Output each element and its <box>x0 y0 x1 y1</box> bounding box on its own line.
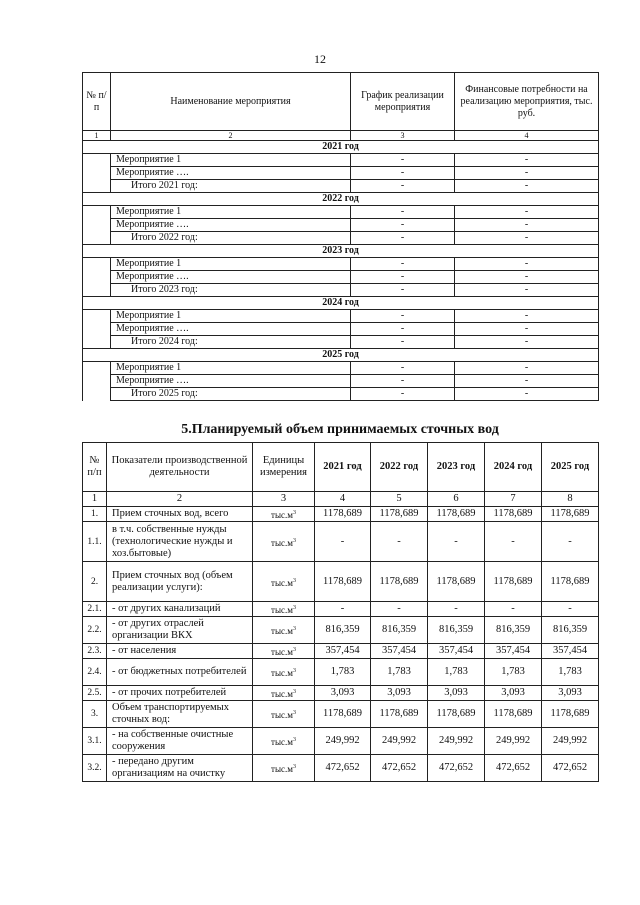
event-name: Мероприятие 1 <box>111 310 351 323</box>
unit-exponent: 3 <box>292 710 296 716</box>
schedule-cell: - <box>351 284 455 297</box>
table-row <box>83 602 599 617</box>
table-row <box>83 659 599 686</box>
index-cell <box>83 219 111 232</box>
total-row <box>83 284 599 297</box>
row-index: 3.1. <box>83 728 107 755</box>
table-row <box>83 686 599 701</box>
value-cell: 472,652 <box>428 755 485 782</box>
header-year-cell: 2025 год <box>542 443 599 492</box>
index-cell <box>83 336 111 349</box>
index-cell <box>83 271 111 284</box>
value-cell: 249,992 <box>542 728 599 755</box>
event-row <box>83 323 599 336</box>
unit-exponent: 3 <box>292 668 296 674</box>
column-number: 4 <box>455 131 599 141</box>
finance-cell: - <box>455 167 599 180</box>
indicator-label: - передано другим организациям на очистку <box>107 755 253 782</box>
event-row <box>83 154 599 167</box>
value-cell: 1178,689 <box>371 562 428 602</box>
index-cell <box>83 323 111 336</box>
schedule-cell: - <box>351 388 455 401</box>
year-row <box>83 245 599 258</box>
finance-cell: - <box>455 375 599 388</box>
value-cell: 1,783 <box>542 659 599 686</box>
value-cell: - <box>485 522 542 562</box>
value-cell: 3,093 <box>315 686 371 701</box>
value-cell: 1,783 <box>428 659 485 686</box>
indicator-label: в т.ч. собственные нужды (технологические нужды и хоз.бытовые) <box>107 522 253 562</box>
unit-base: тыс.м <box>271 510 293 520</box>
schedule-cell: - <box>351 310 455 323</box>
year-label: 2024 год <box>83 297 599 310</box>
value-cell: 1,783 <box>371 659 428 686</box>
value-cell: 472,652 <box>371 755 428 782</box>
event-row <box>83 258 599 271</box>
unit-base: тыс.м <box>271 764 293 774</box>
value-cell: 3,093 <box>542 686 599 701</box>
finance-cell: - <box>455 284 599 297</box>
finance-cell: - <box>455 206 599 219</box>
index-cell <box>83 258 111 271</box>
value-cell: 1,783 <box>315 659 371 686</box>
wastewater-volume-table <box>82 442 599 782</box>
table-row <box>83 507 599 522</box>
event-row <box>83 310 599 323</box>
unit-base: тыс.м <box>271 626 293 636</box>
event-name: Мероприятие …. <box>111 219 351 232</box>
finance-cell: - <box>455 362 599 375</box>
finance-cell: - <box>455 232 599 245</box>
event-name: Мероприятие …. <box>111 323 351 336</box>
value-cell: 1178,689 <box>542 562 599 602</box>
value-cell: - <box>542 522 599 562</box>
event-name: Мероприятие 1 <box>111 258 351 271</box>
wastewater-table-body <box>83 443 599 782</box>
finance-cell: - <box>455 323 599 336</box>
column-number: 7 <box>485 492 542 507</box>
unit-exponent: 3 <box>292 577 296 584</box>
header-year-cell: 2021 год <box>315 443 371 492</box>
indicator-label: Объем транспортируемых сточных вод: <box>107 701 253 728</box>
schedule-cell: - <box>351 180 455 193</box>
indicator-label: - на собственные очистные сооружения <box>107 728 253 755</box>
value-cell: - <box>315 602 371 617</box>
total-row <box>83 180 599 193</box>
event-name: Мероприятие 1 <box>111 206 351 219</box>
index-cell <box>83 154 111 167</box>
unit-base: тыс.м <box>271 537 293 548</box>
value-cell: 1178,689 <box>485 507 542 522</box>
header-cell: Наименование мероприятия <box>111 73 351 131</box>
unit-exponent: 3 <box>292 647 296 653</box>
value-cell: 357,454 <box>428 644 485 659</box>
value-cell: 3,093 <box>485 686 542 701</box>
value-cell: 1178,689 <box>371 701 428 728</box>
column-number: 2 <box>111 131 351 141</box>
unit-cell <box>253 617 315 644</box>
table-row <box>83 522 599 562</box>
unit-cell <box>253 507 315 522</box>
header-cell: Показатели производственной деятельности <box>107 443 253 492</box>
schedule-cell: - <box>351 219 455 232</box>
value-cell: - <box>428 602 485 617</box>
value-cell: 816,359 <box>371 617 428 644</box>
total-row <box>83 232 599 245</box>
event-name: Мероприятие …. <box>111 375 351 388</box>
value-cell: - <box>371 602 428 617</box>
unit-base: тыс.м <box>271 605 293 615</box>
schedule-cell: - <box>351 375 455 388</box>
year-label: 2022 год <box>83 193 599 206</box>
value-cell: 1178,689 <box>315 562 371 602</box>
events-table <box>82 72 599 401</box>
value-cell: 816,359 <box>542 617 599 644</box>
value-cell: 249,992 <box>428 728 485 755</box>
value-cell: 3,093 <box>428 686 485 701</box>
event-name: Итого 2021 год: <box>111 180 351 193</box>
event-name: Мероприятие …. <box>111 271 351 284</box>
column-number: 5 <box>371 492 428 507</box>
wastewater-table-header <box>83 443 599 492</box>
index-cell <box>83 180 111 193</box>
index-cell <box>83 232 111 245</box>
indicator-label: - от прочих потребителей <box>107 686 253 701</box>
events-table-body <box>83 73 599 401</box>
value-cell: 357,454 <box>371 644 428 659</box>
index-cell <box>83 362 111 375</box>
value-cell: - <box>371 522 428 562</box>
event-name: Итого 2025 год: <box>111 388 351 401</box>
schedule-cell: - <box>351 232 455 245</box>
year-row <box>83 349 599 362</box>
finance-cell: - <box>455 388 599 401</box>
header-cell: График реализации мероприятия <box>351 73 455 131</box>
table-row <box>83 755 599 782</box>
event-row <box>83 219 599 232</box>
schedule-cell: - <box>351 258 455 271</box>
value-cell: 1178,689 <box>428 507 485 522</box>
column-number: 4 <box>315 492 371 507</box>
value-cell: 472,652 <box>542 755 599 782</box>
index-cell <box>83 310 111 323</box>
value-cell: 249,992 <box>371 728 428 755</box>
event-row <box>83 206 599 219</box>
schedule-cell: - <box>351 323 455 336</box>
row-index: 2.2. <box>83 617 107 644</box>
unit-base: тыс.м <box>271 689 293 699</box>
unit-exponent: 3 <box>292 689 296 695</box>
year-row <box>83 297 599 310</box>
finance-cell: - <box>455 310 599 323</box>
event-name: Мероприятие 1 <box>111 154 351 167</box>
unit-cell <box>253 562 315 602</box>
value-cell: - <box>485 602 542 617</box>
indicator-label: Прием сточных вод, всего <box>107 507 253 522</box>
event-row <box>83 375 599 388</box>
event-row <box>83 271 599 284</box>
table-row <box>83 644 599 659</box>
value-cell: 816,359 <box>485 617 542 644</box>
indicator-label: - от других отраслей организации ВКХ <box>107 617 253 644</box>
unit-base: тыс.м <box>271 737 293 747</box>
index-cell <box>83 167 111 180</box>
value-cell: 1178,689 <box>315 701 371 728</box>
value-cell: 1178,689 <box>428 701 485 728</box>
value-cell: 357,454 <box>485 644 542 659</box>
header-year-cell: 2022 год <box>371 443 428 492</box>
value-cell: 357,454 <box>315 644 371 659</box>
column-number: 1 <box>83 492 107 507</box>
table-row <box>83 562 599 602</box>
row-index: 2. <box>83 562 107 602</box>
value-cell: - <box>315 522 371 562</box>
value-cell: - <box>428 522 485 562</box>
total-row <box>83 388 599 401</box>
header-cell: Финансовые потребности на реализацию мероприятия, тыс. руб. <box>455 73 599 131</box>
unit-base: тыс.м <box>271 668 293 678</box>
events-table-header <box>83 73 599 131</box>
unit-cell <box>253 728 315 755</box>
unit-cell <box>253 644 315 659</box>
row-index: 2.4. <box>83 659 107 686</box>
unit-base: тыс.м <box>271 647 293 657</box>
unit-cell <box>253 522 315 562</box>
header-cell: № п/п <box>83 73 111 131</box>
value-cell: 1178,689 <box>315 507 371 522</box>
value-cell: 1178,689 <box>485 701 542 728</box>
year-label: 2025 год <box>83 349 599 362</box>
value-cell: 357,454 <box>542 644 599 659</box>
row-index: 1. <box>83 507 107 522</box>
event-row <box>83 362 599 375</box>
value-cell: 1178,689 <box>542 507 599 522</box>
value-cell: 1178,689 <box>542 701 599 728</box>
event-name: Итого 2024 год: <box>111 336 351 349</box>
index-cell <box>83 284 111 297</box>
event-name: Итого 2023 год: <box>111 284 351 297</box>
event-row <box>83 167 599 180</box>
column-numbers-row <box>83 492 599 507</box>
unit-exponent: 3 <box>292 764 296 770</box>
schedule-cell: - <box>351 167 455 180</box>
value-cell: 249,992 <box>315 728 371 755</box>
finance-cell: - <box>455 336 599 349</box>
indicator-label: - от других канализаций <box>107 602 253 617</box>
value-cell: 1178,689 <box>428 562 485 602</box>
unit-base: тыс.м <box>271 710 293 720</box>
year-row <box>83 193 599 206</box>
value-cell: 816,359 <box>428 617 485 644</box>
section-title: 5.Планируемый объем принимаемых сточных вод <box>181 422 499 437</box>
year-label: 2023 год <box>83 245 599 258</box>
value-cell: 1178,689 <box>371 507 428 522</box>
value-cell: 1,783 <box>485 659 542 686</box>
value-cell: - <box>542 602 599 617</box>
value-cell: 3,093 <box>371 686 428 701</box>
column-number: 1 <box>83 131 111 141</box>
row-index: 1.1. <box>83 522 107 562</box>
index-cell <box>83 206 111 219</box>
column-number: 8 <box>542 492 599 507</box>
year-row <box>83 141 599 154</box>
table-row <box>83 728 599 755</box>
unit-exponent: 3 <box>292 737 296 743</box>
index-cell <box>83 375 111 388</box>
unit-cell <box>253 755 315 782</box>
finance-cell: - <box>455 258 599 271</box>
row-index: 3.2. <box>83 755 107 782</box>
unit-cell <box>253 701 315 728</box>
value-cell: 816,359 <box>315 617 371 644</box>
unit-exponent: 3 <box>292 605 296 611</box>
finance-cell: - <box>455 180 599 193</box>
finance-cell: - <box>455 271 599 284</box>
indicator-label: - от населения <box>107 644 253 659</box>
schedule-cell: - <box>351 206 455 219</box>
value-cell: 249,992 <box>485 728 542 755</box>
schedule-cell: - <box>351 336 455 349</box>
header-year-cell: 2023 год <box>428 443 485 492</box>
finance-cell: - <box>455 154 599 167</box>
event-name: Итого 2022 год: <box>111 232 351 245</box>
unit-base: тыс.м <box>271 577 293 588</box>
header-year-cell: 2024 год <box>485 443 542 492</box>
column-numbers-row <box>83 131 599 141</box>
header-cell: Единицы измерения <box>253 443 315 492</box>
unit-exponent: 3 <box>292 537 296 544</box>
event-name: Мероприятие …. <box>111 167 351 180</box>
row-index: 3. <box>83 701 107 728</box>
indicator-label: - от бюджетных потребителей <box>107 659 253 686</box>
table-row <box>83 701 599 728</box>
value-cell: 472,652 <box>315 755 371 782</box>
header-cell: № п/п <box>83 443 107 492</box>
row-index: 2.5. <box>83 686 107 701</box>
unit-exponent: 3 <box>292 510 296 516</box>
year-label: 2021 год <box>83 141 599 154</box>
unit-cell <box>253 602 315 617</box>
schedule-cell: - <box>351 271 455 284</box>
table-row <box>83 617 599 644</box>
indicator-label: Прием сточных вод (объем реализации услуги): <box>107 562 253 602</box>
schedule-cell: - <box>351 362 455 375</box>
unit-exponent: 3 <box>292 626 296 632</box>
unit-cell <box>253 659 315 686</box>
event-name: Мероприятие 1 <box>111 362 351 375</box>
column-number: 3 <box>351 131 455 141</box>
row-index: 2.3. <box>83 644 107 659</box>
row-index: 2.1. <box>83 602 107 617</box>
column-number: 2 <box>107 492 253 507</box>
value-cell: 472,652 <box>485 755 542 782</box>
unit-cell <box>253 686 315 701</box>
column-number: 3 <box>253 492 315 507</box>
value-cell: 1178,689 <box>485 562 542 602</box>
schedule-cell: - <box>351 154 455 167</box>
page-number: 12 <box>314 52 326 66</box>
total-row <box>83 336 599 349</box>
index-cell <box>83 388 111 401</box>
finance-cell: - <box>455 219 599 232</box>
column-number: 6 <box>428 492 485 507</box>
